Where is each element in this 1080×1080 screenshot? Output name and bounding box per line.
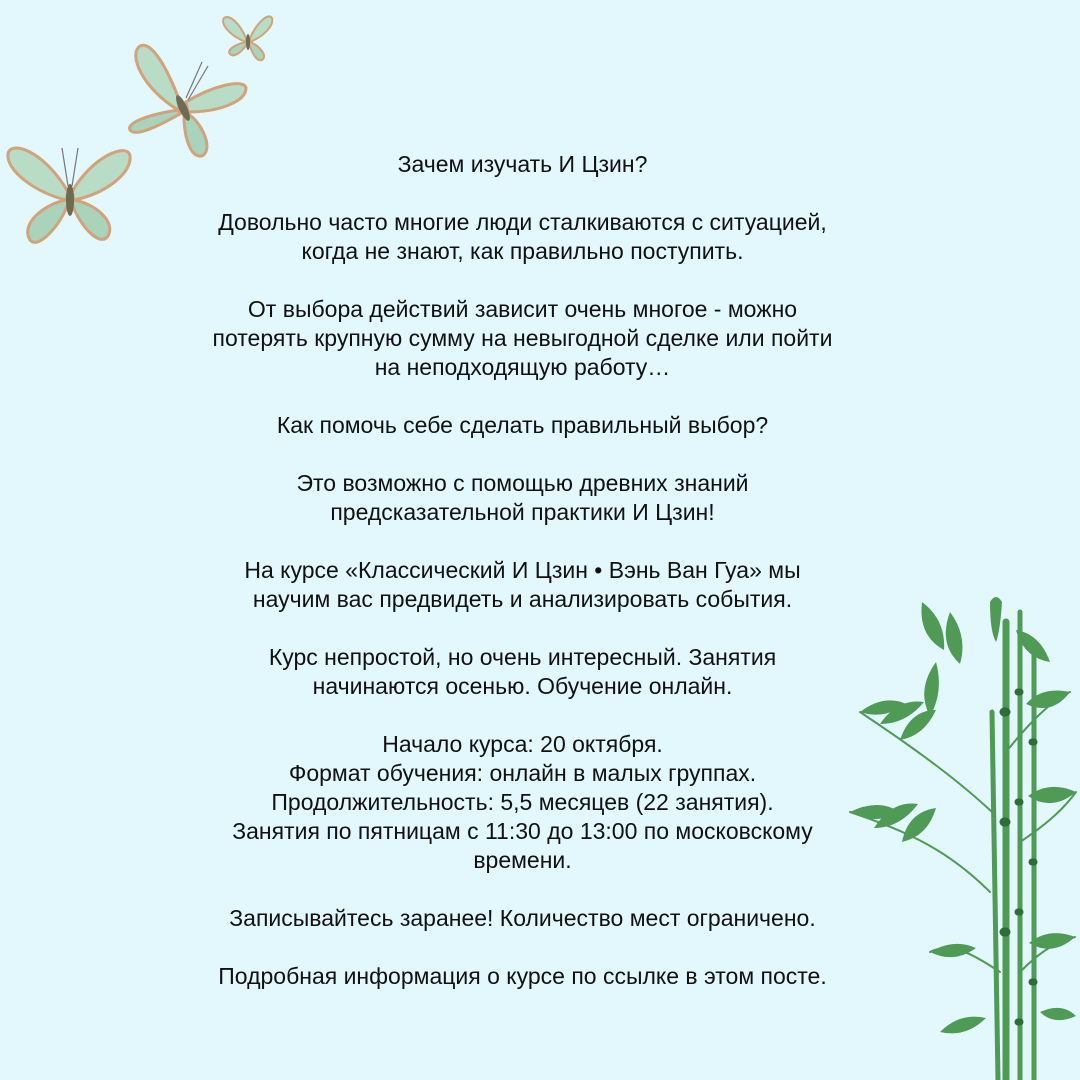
text-line: научим вас предвидеть и анализировать события. [252,586,793,612]
text-line: потерять крупную сумму на невыгодной сделке или пойти [212,325,833,351]
text-line: Формат обучения: онлайн в малых группах. [288,760,757,786]
text-line: Довольно часто многие люди сталкиваются с ситуацией, [218,209,827,235]
text-line: На курсе «Классический И Цзин • Вэнь Ван Гуа» мы [244,557,801,583]
paragraph [150,643,895,701]
text-line: Курс непростой, но очень интересный. Занятия [268,644,777,670]
text-line: Занятия по пятницам с 11:30 до 13:00 по московскому [232,818,813,844]
text-line: Это возможно с помощью древних знаний [296,470,749,496]
text-line: времени. [473,847,572,873]
paragraph [150,962,895,991]
paragraph [150,411,895,440]
paragraph [150,469,895,527]
post-text [150,150,895,991]
text-line: на неподходящую работу… [374,354,671,380]
text-line: Подробная информация о курсе по ссылке в этом посте. [218,963,827,989]
text-line: Начало курса: 20 октября. [382,731,663,757]
butterfly-icon [4,140,134,250]
course-details [150,730,895,875]
post-title: Зачем изучать И Цзин? [397,151,648,177]
text-line: когда не знают, как правильно поступить. [301,238,744,264]
text-line: Как помочь себе сделать правильный выбор? [276,412,769,438]
paragraph [150,904,895,933]
butterfly-icon [220,10,276,62]
text-line: Продолжительность: 5,5 месяцев (22 занятия). [271,789,774,815]
paragraph [150,295,895,382]
text-line: Записывайтесь заранее! Количество мест ограничено. [229,905,816,931]
text-line: предсказательной практики И Цзин! [330,499,715,525]
text-line: начинаются осенью. Обучение онлайн. [312,673,733,699]
paragraph [150,556,895,614]
paragraph [150,208,895,266]
text-line: От выбора действий зависит очень многое - можно [247,296,798,322]
